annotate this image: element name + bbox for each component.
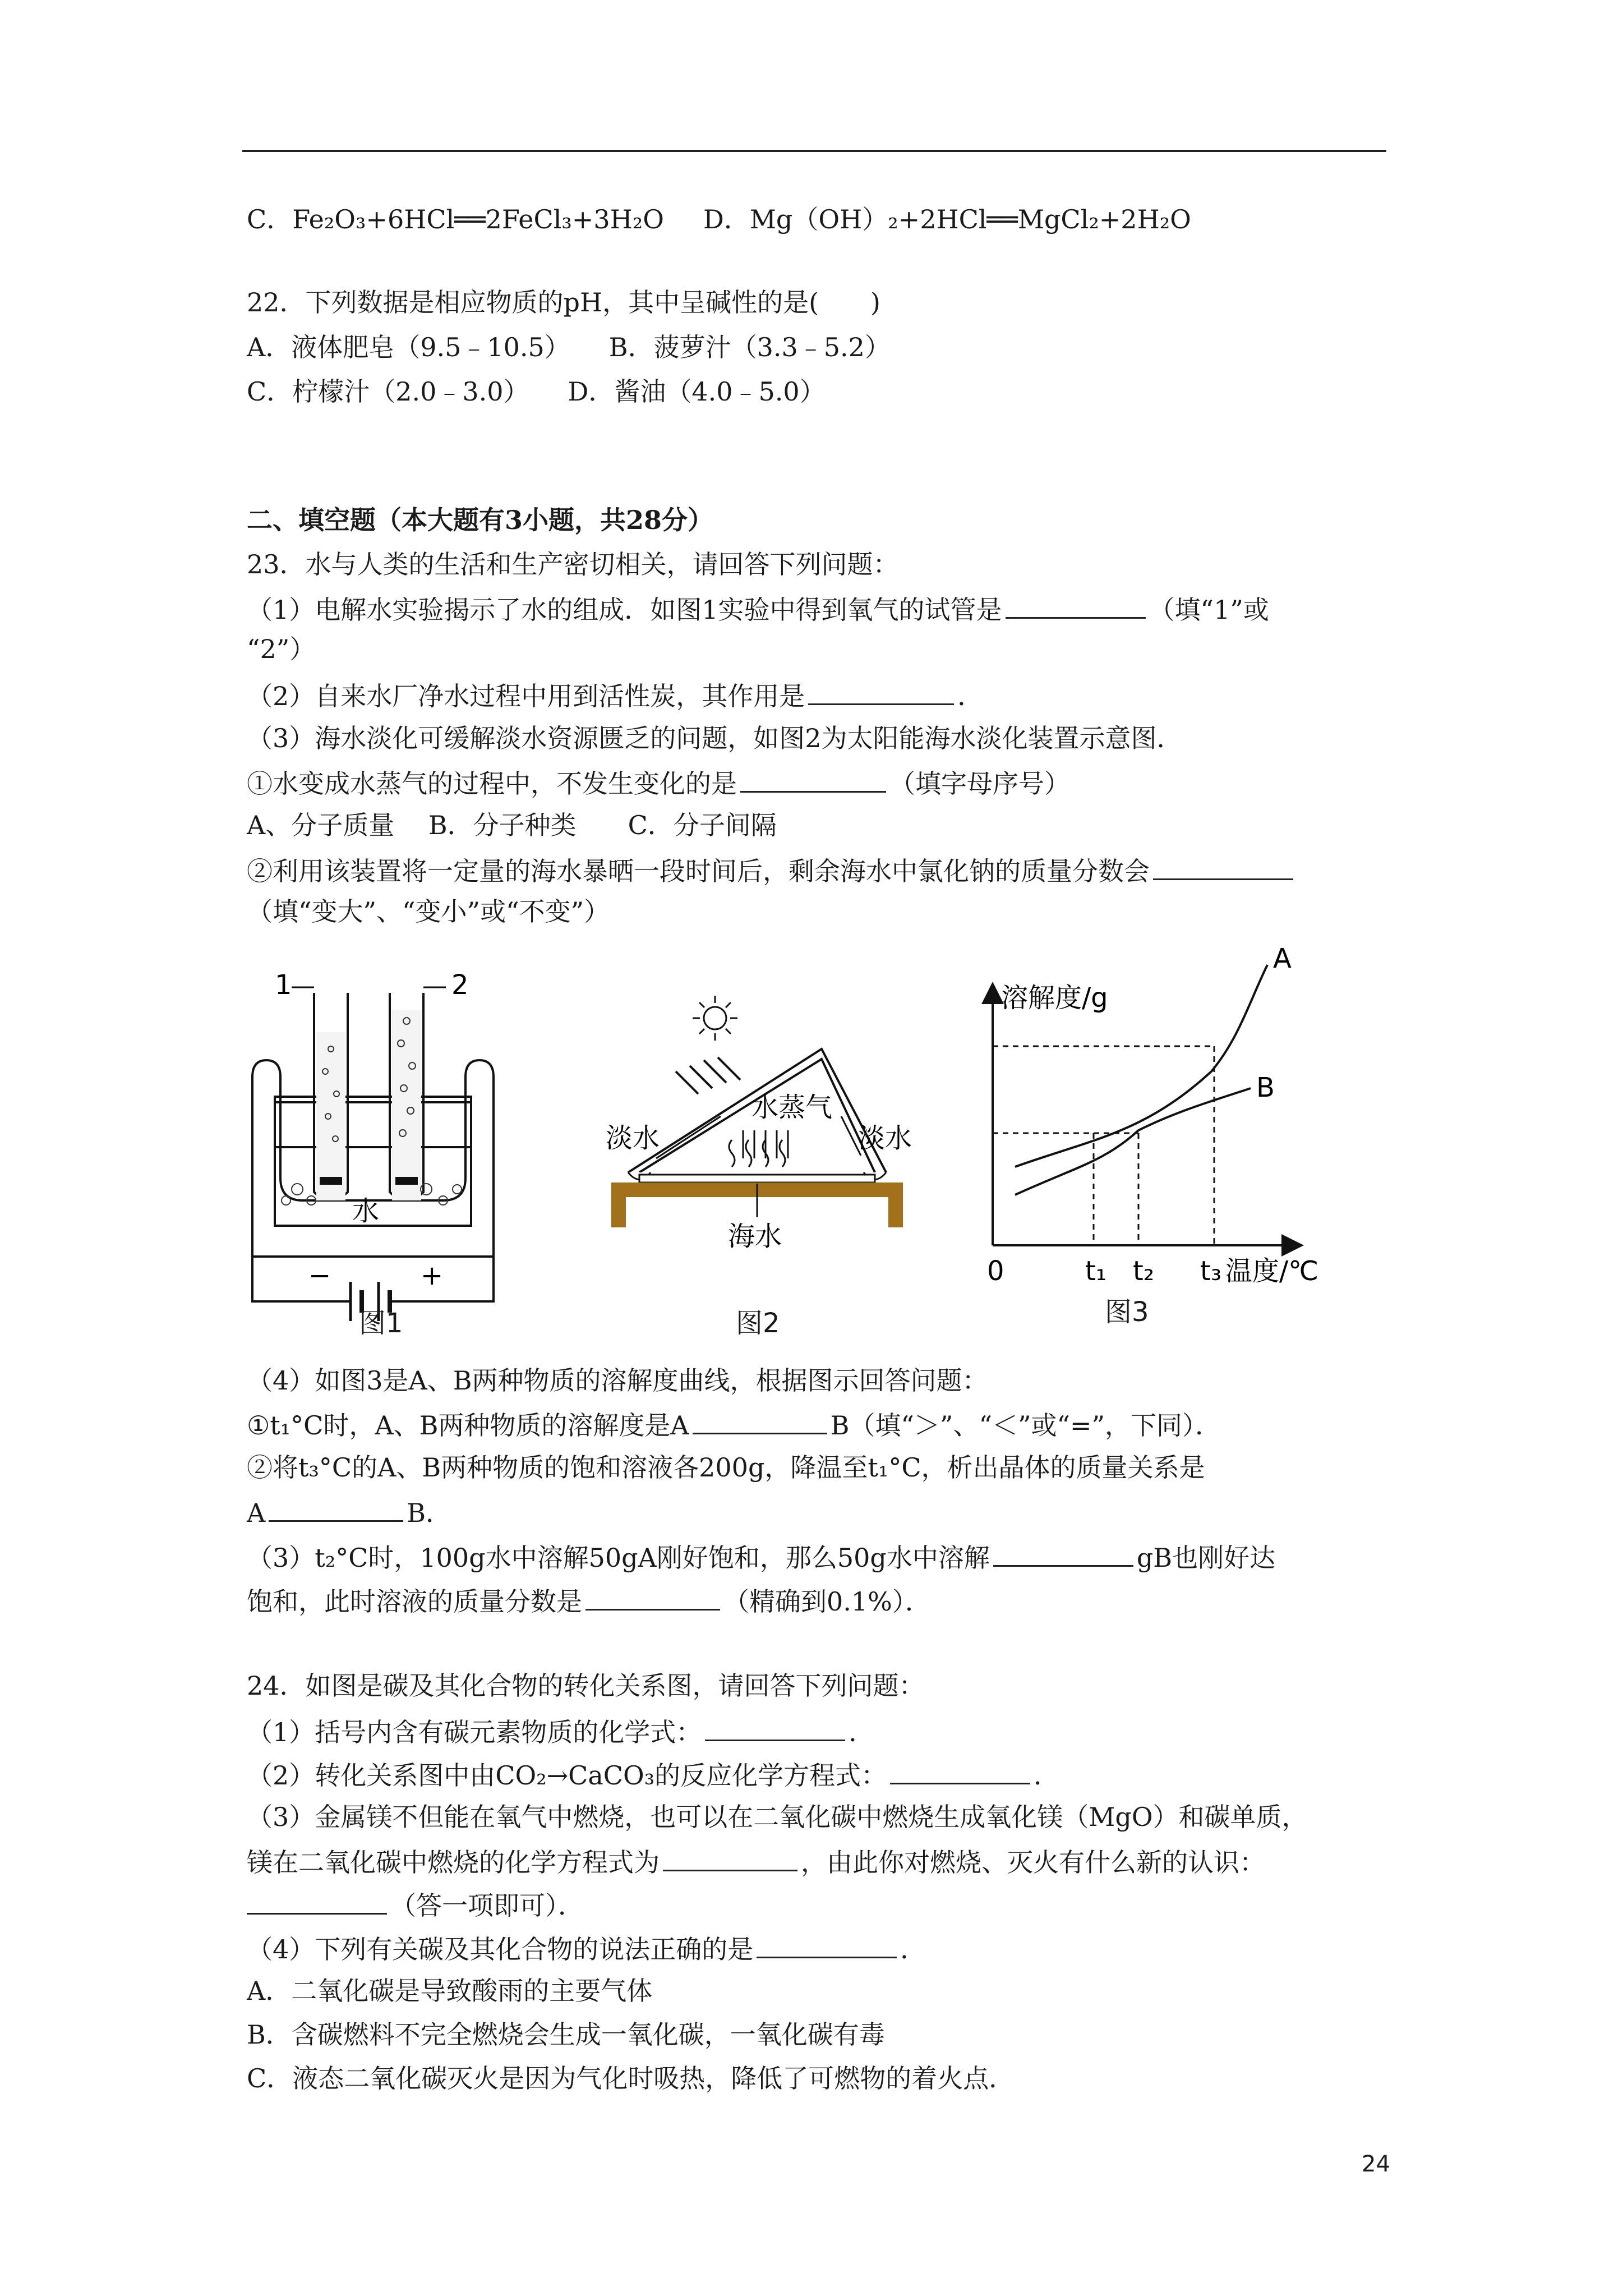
section-title: 二、填空题（本大题有3小题，共28分） xyxy=(247,505,714,535)
desalination-diagram xyxy=(606,987,920,1301)
answer-blank[interactable] xyxy=(993,1538,1133,1567)
answer-blank[interactable] xyxy=(890,1756,1030,1784)
answer-blank[interactable] xyxy=(1153,852,1293,880)
q24-part3-cont2: （答一项即可）． xyxy=(247,1886,584,1923)
q24-part4: （4）下列有关碳及其化合物的说法正确的是 ． xyxy=(247,1930,926,1967)
electrolysis-diagram xyxy=(241,965,505,1346)
figure-2-caption: 图2 xyxy=(736,1308,780,1339)
q24-stem: 24．如图是碳及其化合物的转化关系图，请回答下列问题： xyxy=(247,1671,925,1701)
answer-blank[interactable] xyxy=(693,1406,827,1434)
answer-blank[interactable] xyxy=(740,764,886,793)
q24-part3-cont: 镁在二氧化碳中燃烧的化学方程式为 ，由此你对燃烧、灭火有什么新的认识： xyxy=(247,1843,1265,1880)
q23-part3-sub2: ②利用该装置将一定量的海水暴晒一段时间后，剩余海水中氯化钠的质量分数会 xyxy=(247,852,1297,889)
q23-part1: （1）电解水实验揭示了水的组成．如图1实验中得到氧气的试管是 （填“1”或 xyxy=(247,590,1269,627)
t3-label: t₃ xyxy=(1200,1255,1222,1287)
t2-label: t₂ xyxy=(1133,1255,1155,1287)
minus-label: − xyxy=(308,1260,331,1291)
figure-3 xyxy=(976,948,1346,1328)
q23-part3-sub1-options: A、分子质量 B．分子种类 C．分子间隔 xyxy=(247,810,777,840)
q22-options-row1: A．液体肥皂（9.5﹣10.5） B．菠萝汁（3.3﹣5.2） xyxy=(247,332,891,362)
t1-label: t₁ xyxy=(1085,1255,1107,1287)
curve-b xyxy=(1015,1088,1251,1195)
tube-1-label: 1 xyxy=(275,969,292,1001)
q23-part4-sub2-cont: A B． xyxy=(247,1493,451,1530)
answer-blank[interactable] xyxy=(663,1843,797,1871)
q24-option-c: C．液态二氧化碳灭火是因为气化时吸热，降低了可燃物的着火点． xyxy=(247,2063,1015,2093)
q23-part3: （3）海水淡化可缓解淡水资源匮乏的问题，如图2为太阳能海水淡化装置示意图． xyxy=(247,723,1183,753)
q22-stem: 22．下列数据是相应物质的pH，其中呈碱性的是( ) xyxy=(247,287,880,318)
answer-blank[interactable] xyxy=(269,1493,403,1522)
answer-blank[interactable] xyxy=(757,1930,897,1958)
q23-part2: （2）自来水厂净水过程中用到活性炭，其作用是 ． xyxy=(247,677,983,714)
x-axis-label: 温度/℃ xyxy=(1225,1255,1319,1287)
q21-option-d: D．Mg（OH）₂+2HCl══MgCl₂+2H₂O xyxy=(703,204,1191,234)
q23-part4: （4）如图3是A、B两种物质的溶解度曲线，根据图示回答问题： xyxy=(247,1365,988,1396)
water-label: 水 xyxy=(352,1195,380,1227)
answer-blank[interactable] xyxy=(585,1582,720,1611)
q22-options-row2: C．柠檬汁（2.0﹣3.0） D．酱油（4.0﹣5.0） xyxy=(247,376,826,407)
answer-blank[interactable] xyxy=(808,677,954,705)
answer-blank[interactable] xyxy=(247,1886,387,1915)
q23-part4-sub1: ①t₁°C时，A、B两种物质的溶解度是A B（填“＞”、“＜”或“=”，下同）． xyxy=(247,1406,1221,1443)
fresh-water-left-label: 淡水 xyxy=(606,1122,660,1154)
q23-stem: 23．水与人类的生活和生产密切相关，请回答下列问题： xyxy=(247,549,899,579)
y-axis-label: 溶解度/g xyxy=(1001,982,1108,1014)
curve-b-label: B xyxy=(1256,1072,1275,1103)
solubility-chart xyxy=(976,948,1346,1307)
sun-icon xyxy=(693,996,737,1041)
q24-option-a: A．二氧化碳是导致酸雨的主要气体 xyxy=(247,1976,653,2006)
q23-part4-sub2: ②将t₃°C的A、B两种物质的饱和溶液各200g，降温至t₁°C，析出晶体的质量关系是 xyxy=(247,1452,1205,1483)
figure-2 xyxy=(606,987,920,1339)
page-number: 24 xyxy=(1362,2151,1390,2177)
sea-water-label: 海水 xyxy=(728,1221,782,1252)
q23-part1-cont: “2”） xyxy=(247,634,316,664)
q21-options-row xyxy=(247,202,1191,237)
q24-part2: （2）转化关系图中由CO₂→CaCO₃的反应化学方程式： ． xyxy=(247,1756,1059,1793)
q21-option-c: C．Fe₂O₃+6HCl══2FeCl₃+3H₂O xyxy=(247,204,664,234)
plus-label: + xyxy=(421,1260,444,1291)
curve-a-label: A xyxy=(1273,948,1292,974)
q23-part5-cont: 饱和，此时溶液的质量分数是 （精确到0.1%）． xyxy=(247,1582,931,1619)
q23-part5: （3）t₂°C时，100g水中溶解50gA刚好饱和，那么50g水中溶解 gB也刚好达 xyxy=(247,1538,1275,1575)
tube-2-label: 2 xyxy=(451,969,469,1001)
q23-part3-sub1: ①水变成水蒸气的过程中，不发生变化的是 （填字母序号） xyxy=(247,764,1070,801)
q23-part3-sub2-cont: （填“变大”、“变小”或“不变”） xyxy=(247,896,610,927)
q24-part3: （3）金属镁不但能在氧气中燃烧，也可以在二氧化碳中燃烧生成氧化镁（MgO）和碳单质， xyxy=(247,1802,1308,1832)
vapor-label: 水蒸气 xyxy=(751,1092,833,1123)
figure-1 xyxy=(241,965,505,1346)
header-rule xyxy=(242,150,1386,152)
q24-option-b: B．含碳燃料不完全燃烧会生成一氧化碳，一氧化碳有毒 xyxy=(247,2019,885,2050)
figure-1-caption: 图1 xyxy=(359,1308,403,1339)
figure-3-caption: 图3 xyxy=(1105,1296,1149,1328)
origin-label: 0 xyxy=(987,1255,1004,1287)
answer-blank[interactable] xyxy=(1006,590,1146,619)
fresh-water-right-label: 淡水 xyxy=(858,1122,912,1154)
q24-part1: （1）括号内含有碳元素物质的化学式： ． xyxy=(247,1713,874,1750)
answer-blank[interactable] xyxy=(705,1713,845,1741)
